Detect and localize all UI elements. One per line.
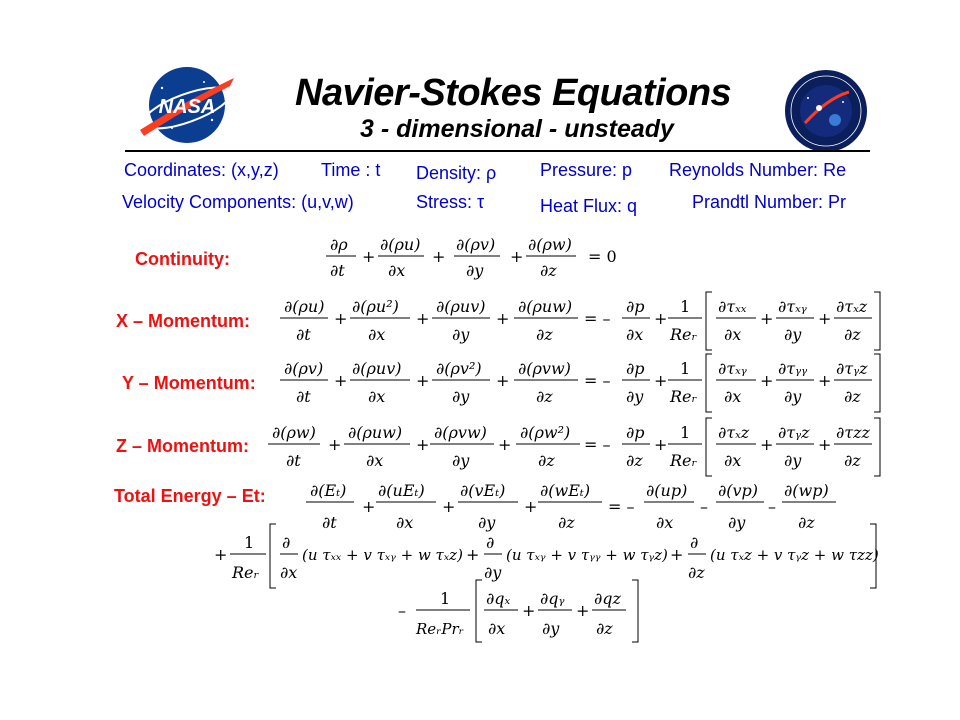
eq-x-momentum — [280, 292, 880, 350]
svg-text:∂y: ∂y — [452, 451, 470, 470]
svg-text:∂: ∂ — [486, 533, 495, 552]
svg-text:∂(vp): ∂(vp) — [718, 481, 759, 500]
svg-text:∂τₓₓ: ∂τₓₓ — [718, 297, 747, 316]
svg-text:∂(ρv): ∂(ρv) — [284, 359, 324, 378]
svg-text:∂y: ∂y — [466, 261, 484, 280]
svg-text:+: + — [466, 545, 480, 564]
svg-text:∂z: ∂z — [798, 513, 815, 532]
svg-text:∂(wp): ∂(wp) — [784, 481, 829, 500]
svg-text:∂(ρu): ∂(ρu) — [380, 235, 421, 254]
svg-text:∂z: ∂z — [688, 563, 705, 582]
svg-text:∂z: ∂z — [536, 387, 553, 406]
svg-text:∂(up): ∂(up) — [646, 481, 688, 500]
svg-text:∂(ρu²): ∂(ρu²) — [352, 297, 399, 316]
svg-text:1: 1 — [680, 359, 691, 378]
svg-text:–: – — [398, 601, 406, 620]
eq-energy-line2 — [214, 524, 879, 588]
svg-text:Reᵣ: Reᵣ — [670, 451, 698, 470]
svg-text:∂y: ∂y — [784, 387, 802, 406]
var-coordinates: Coordinates: (x,y,z) — [124, 160, 279, 180]
svg-text:+: + — [328, 435, 342, 454]
svg-text:∂y: ∂y — [452, 325, 470, 344]
svg-text:∂z: ∂z — [536, 325, 553, 344]
var-velocity: Velocity Components: (u,v,w) — [122, 192, 354, 212]
svg-text:= –: = – — [584, 435, 611, 454]
svg-text:+: + — [432, 247, 446, 266]
eq-energy-line1 — [306, 481, 836, 532]
svg-text:∂y: ∂y — [484, 563, 502, 582]
var-prandtl: Prandtl Number: Pr — [692, 192, 847, 212]
svg-text:+: + — [818, 371, 832, 390]
svg-text:∂z: ∂z — [558, 513, 575, 532]
svg-text:∂x: ∂x — [368, 387, 386, 406]
svg-text:1: 1 — [244, 533, 255, 552]
svg-text:+: + — [818, 435, 832, 454]
eq-energy-line3 — [398, 580, 638, 642]
svg-text:∂x: ∂x — [280, 563, 298, 582]
svg-text:–: – — [700, 497, 708, 516]
label-continuity: Continuity: — [135, 249, 230, 269]
svg-text:∂(ρuv): ∂(ρuv) — [352, 359, 402, 378]
svg-text:∂(ρuw): ∂(ρuw) — [518, 297, 573, 316]
page-subtitle: 3 - dimensional - unsteady — [360, 115, 674, 143]
svg-text:∂τₓz: ∂τₓz — [836, 297, 868, 316]
var-pressure: Pressure: p — [540, 160, 633, 180]
svg-text:∂τzz: ∂τzz — [836, 423, 870, 442]
svg-text:+: + — [818, 309, 832, 328]
svg-text:∂z: ∂z — [626, 451, 643, 470]
svg-text:1: 1 — [680, 297, 691, 316]
svg-text:+: + — [654, 435, 668, 454]
svg-text:+: + — [362, 247, 376, 266]
svg-text:∂y: ∂y — [542, 619, 560, 638]
svg-text:∂(ρvw): ∂(ρvw) — [434, 423, 487, 442]
label-y-momentum: Y – Momentum: — [122, 373, 256, 393]
svg-text:∂x: ∂x — [488, 619, 506, 638]
svg-text:NASA: NASA — [158, 96, 216, 118]
svg-text:Reᵣ: Reᵣ — [232, 563, 260, 582]
svg-text:+: + — [524, 497, 538, 516]
svg-text:∂t: ∂t — [286, 451, 301, 470]
svg-text:+: + — [442, 497, 456, 516]
svg-text:∂x: ∂x — [366, 451, 384, 470]
svg-text:∂(ρuv): ∂(ρuv) — [436, 297, 486, 316]
svg-text:+: + — [522, 601, 536, 620]
svg-text:∂z: ∂z — [844, 325, 861, 344]
svg-text:(u τₓz + v τᵧz + w τzz): (u τₓz + v τᵧz + w τzz) — [710, 546, 879, 564]
svg-text:∂z: ∂z — [844, 387, 861, 406]
svg-text:+: + — [496, 371, 510, 390]
svg-text:+: + — [760, 309, 774, 328]
svg-text:∂τₓᵧ: ∂τₓᵧ — [778, 297, 807, 316]
svg-text:(u τₓₓ + v τₓᵧ + w τₓz): (u τₓₓ + v τₓᵧ + w τₓz) — [302, 546, 463, 564]
svg-text:+: + — [760, 371, 774, 390]
svg-text:∂(ρv²): ∂(ρv²) — [436, 359, 482, 378]
svg-text:∂t: ∂t — [296, 325, 311, 344]
svg-text:∂qₓ: ∂qₓ — [486, 589, 511, 608]
svg-text:(u τₓᵧ + v τᵧᵧ + w τᵧz): (u τₓᵧ + v τᵧᵧ + w τᵧz) — [506, 546, 668, 564]
svg-text:∂(ρw): ∂(ρw) — [272, 423, 316, 442]
svg-text:+: + — [362, 497, 376, 516]
svg-text:+: + — [214, 545, 228, 564]
svg-text:∂y: ∂y — [728, 513, 746, 532]
var-density: Density: ρ — [416, 163, 497, 183]
svg-text:+: + — [760, 435, 774, 454]
svg-text:∂: ∂ — [690, 533, 699, 552]
svg-text:∂(vEₜ): ∂(vEₜ) — [460, 481, 506, 500]
svg-text:∂(ρv): ∂(ρv) — [456, 235, 496, 254]
svg-text:∂(ρw): ∂(ρw) — [528, 235, 572, 254]
svg-text:∂x: ∂x — [724, 325, 742, 344]
svg-text:+: + — [334, 309, 348, 328]
svg-text:∂τₓz: ∂τₓz — [718, 423, 750, 442]
svg-text:∂p: ∂p — [626, 423, 645, 442]
svg-text:∂t: ∂t — [296, 387, 311, 406]
label-energy: Total Energy – Et: — [114, 486, 266, 506]
svg-text:+: + — [416, 435, 430, 454]
svg-text:∂ρ: ∂ρ — [330, 235, 348, 254]
svg-text:∂x: ∂x — [388, 261, 406, 280]
svg-text:+: + — [576, 601, 590, 620]
svg-text:= –: = – — [584, 309, 611, 328]
svg-text:∂p: ∂p — [626, 297, 645, 316]
svg-text:+: + — [498, 435, 512, 454]
page-title: Navier-Stokes Equations — [295, 72, 732, 114]
eq-z-momentum — [268, 418, 880, 476]
svg-text:∂(ρuw): ∂(ρuw) — [348, 423, 403, 442]
svg-text:∂z: ∂z — [844, 451, 861, 470]
svg-text:∂: ∂ — [282, 533, 291, 552]
svg-text:∂τₓᵧ: ∂τₓᵧ — [718, 359, 747, 378]
svg-text:–: – — [768, 497, 776, 516]
svg-text:∂y: ∂y — [478, 513, 496, 532]
svg-text:∂y: ∂y — [784, 325, 802, 344]
svg-text:+: + — [334, 371, 348, 390]
var-stress: Stress: τ — [416, 192, 485, 212]
svg-text:∂x: ∂x — [724, 451, 742, 470]
svg-text:1: 1 — [680, 423, 691, 442]
svg-text:∂z: ∂z — [596, 619, 613, 638]
svg-text:+: + — [510, 247, 524, 266]
var-heat-flux: Heat Flux: q — [540, 196, 638, 216]
svg-text:+: + — [670, 545, 684, 564]
svg-text:∂y: ∂y — [784, 451, 802, 470]
svg-text:∂(Eₜ): ∂(Eₜ) — [310, 481, 347, 500]
svg-text:∂(ρu): ∂(ρu) — [284, 297, 325, 316]
svg-text:∂τᵧz: ∂τᵧz — [836, 359, 868, 378]
svg-text:∂x: ∂x — [656, 513, 674, 532]
svg-text:∂qz: ∂qz — [594, 589, 621, 608]
svg-text:Reᵣ: Reᵣ — [670, 325, 698, 344]
label-z-momentum: Z – Momentum: — [116, 436, 249, 456]
svg-text:∂x: ∂x — [626, 325, 644, 344]
svg-text:+: + — [496, 309, 510, 328]
svg-text:∂τᵧz: ∂τᵧz — [778, 423, 810, 442]
svg-text:∂(uEₜ): ∂(uEₜ) — [378, 481, 425, 500]
svg-text:∂t: ∂t — [322, 513, 337, 532]
label-x-momentum: X – Momentum: — [116, 311, 251, 331]
svg-text:+: + — [654, 309, 668, 328]
svg-text:∂(wEₜ): ∂(wEₜ) — [540, 481, 591, 500]
eq-y-momentum — [280, 354, 880, 412]
eq-continuity — [326, 235, 617, 280]
svg-text:∂y: ∂y — [452, 387, 470, 406]
svg-text:∂qᵧ: ∂qᵧ — [540, 589, 565, 608]
svg-text:+: + — [416, 371, 430, 390]
svg-text:∂z: ∂z — [538, 451, 555, 470]
var-reynolds: Reynolds Number: Re — [669, 160, 847, 180]
svg-text:∂x: ∂x — [368, 325, 386, 344]
svg-text:∂t: ∂t — [330, 261, 345, 280]
svg-text:1: 1 — [440, 589, 451, 608]
svg-text:= 0: = 0 — [588, 247, 617, 266]
svg-text:= –: = – — [584, 371, 611, 390]
svg-text:∂τᵧᵧ: ∂τᵧᵧ — [778, 359, 808, 378]
svg-text:+: + — [416, 309, 430, 328]
svg-text:∂(ρvw): ∂(ρvw) — [518, 359, 571, 378]
svg-text:+: + — [654, 371, 668, 390]
svg-text:= –: = – — [608, 497, 635, 516]
svg-text:∂x: ∂x — [396, 513, 414, 532]
svg-text:∂(ρw²): ∂(ρw²) — [520, 423, 571, 442]
svg-text:∂x: ∂x — [724, 387, 742, 406]
svg-text:ReᵣPrᵣ: ReᵣPrᵣ — [416, 620, 464, 638]
var-time: Time : t — [321, 160, 381, 180]
svg-text:Reᵣ: Reᵣ — [670, 387, 698, 406]
svg-text:∂p: ∂p — [626, 359, 645, 378]
svg-text:∂z: ∂z — [540, 261, 557, 280]
svg-text:∂y: ∂y — [626, 387, 644, 406]
